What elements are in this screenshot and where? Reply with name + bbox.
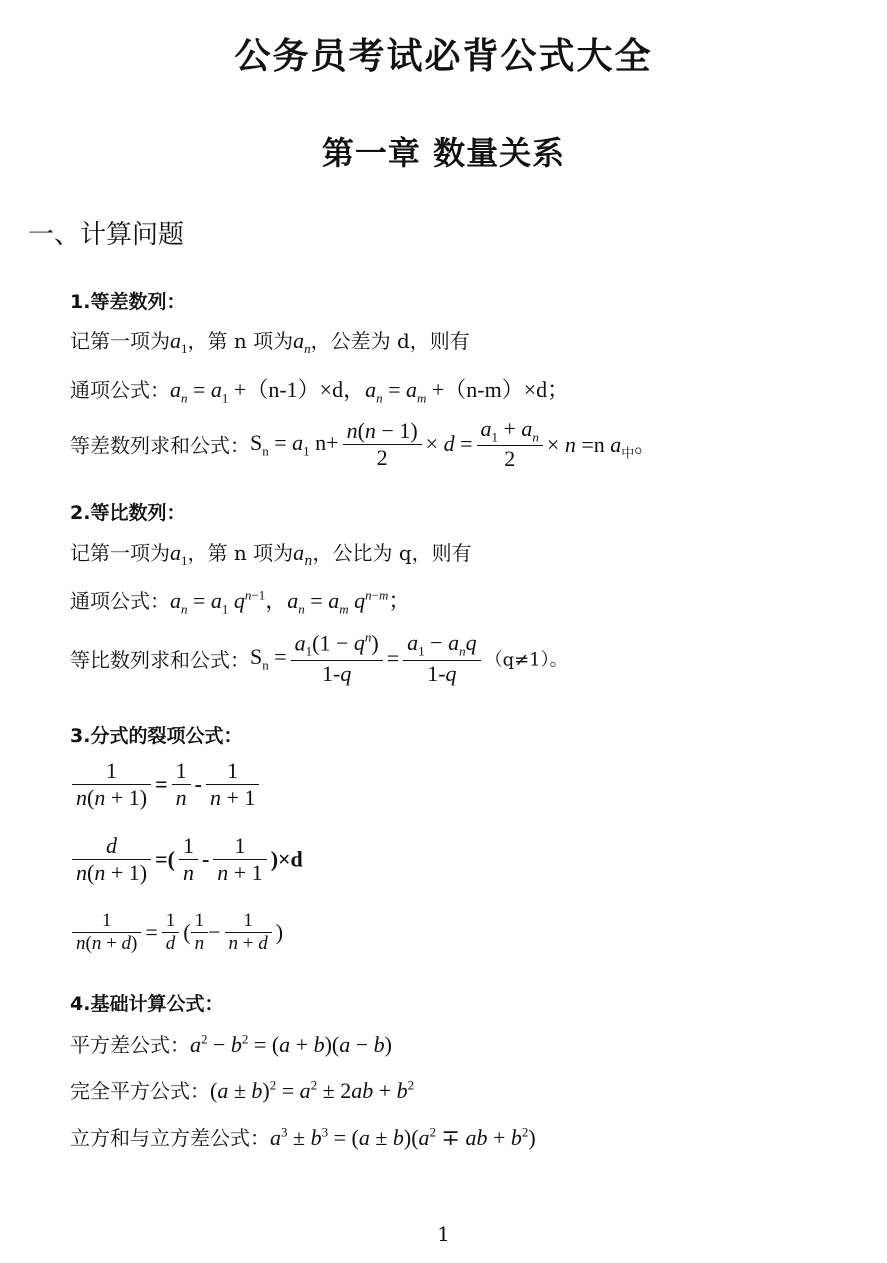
partial-fraction-formula-2: $\frac{d}{n(n + 1)}$ =( $\frac{1}{n}$ - $\frac{1}{n + 1}$ )×d (72, 833, 303, 886)
subsection-heading-basic-formulas: 4.基础计算公式： (70, 993, 224, 1015)
geometric-sum-formula: 等比数列求和公式：$S_n$ = $\frac{a_1(1 - q^n)}{1-q}$ = $\frac{a_1 - a_nq}{1-q}$ （q≠1）。 (70, 630, 568, 686)
arithmetic-term-formula: 通项公式：$a_n = a_1 +(n-1)\times d$，$a_n = a_m +(n-m)\times d$； (70, 377, 570, 406)
chapter-heading: 第一章 数量关系 (321, 134, 566, 172)
page-title: 公务员考试必背公式大全 (234, 36, 653, 77)
partial-fraction-formula-3: $\frac{1}{n(n + d)}$ = $\frac{1}{d}$ ( $\frac{1}{n}$ − $\frac{1}{n + d}$ ) (72, 910, 283, 955)
subsection-heading-arithmetic: 1.等差数列： (70, 291, 186, 313)
subsection-heading-geometric: 2.等比数列： (70, 502, 186, 524)
sum-difference-of-cubes-formula: 立方和与立方差公式：$a^3 \pm b^3 = (a \pm b)(a^2$ ∓ ab + $b^2$) (70, 1124, 536, 1150)
page-number: 1 (437, 1222, 450, 1246)
partial-fraction-formula-1: $\frac{1}{n(n + 1)}$ = $\frac{1}{n}$ - $\frac{1}{n + 1}$ (72, 758, 263, 811)
perfect-square-formula: 完全平方公式：$(a \pm b)^2 = a^2 \pm 2ab + b^2$ (70, 1077, 415, 1103)
arithmetic-intro: 记第一项为$a_1$，第 n 项为$a_n$，公差为 d，则有 (70, 328, 470, 356)
difference-of-squares-formula: 平方差公式：$a^2 - b^2 = (a + b)(a - b)$ (70, 1031, 392, 1057)
geometric-term-formula: 通项公式：$a_n = a_1$ $q^{n-1}$，$a_n = a_m$ $q^{n-m}$； (70, 587, 411, 617)
section-heading: 一、计算问题 (28, 220, 185, 250)
geometric-intro: 记第一项为$a_1$，第 n 项为$a_n$，公比为 q，则有 (70, 540, 472, 569)
subsection-heading-partial-fractions: 3.分式的裂项公式： (70, 725, 243, 747)
arithmetic-sum-formula: 等差数列求和公式：$S_n = a_1$ n+ $\frac{n(n - 1)}{2}$ × d = $\frac{a_1 + a_n}{2}$ × n =n $a_中$。 (70, 416, 657, 472)
